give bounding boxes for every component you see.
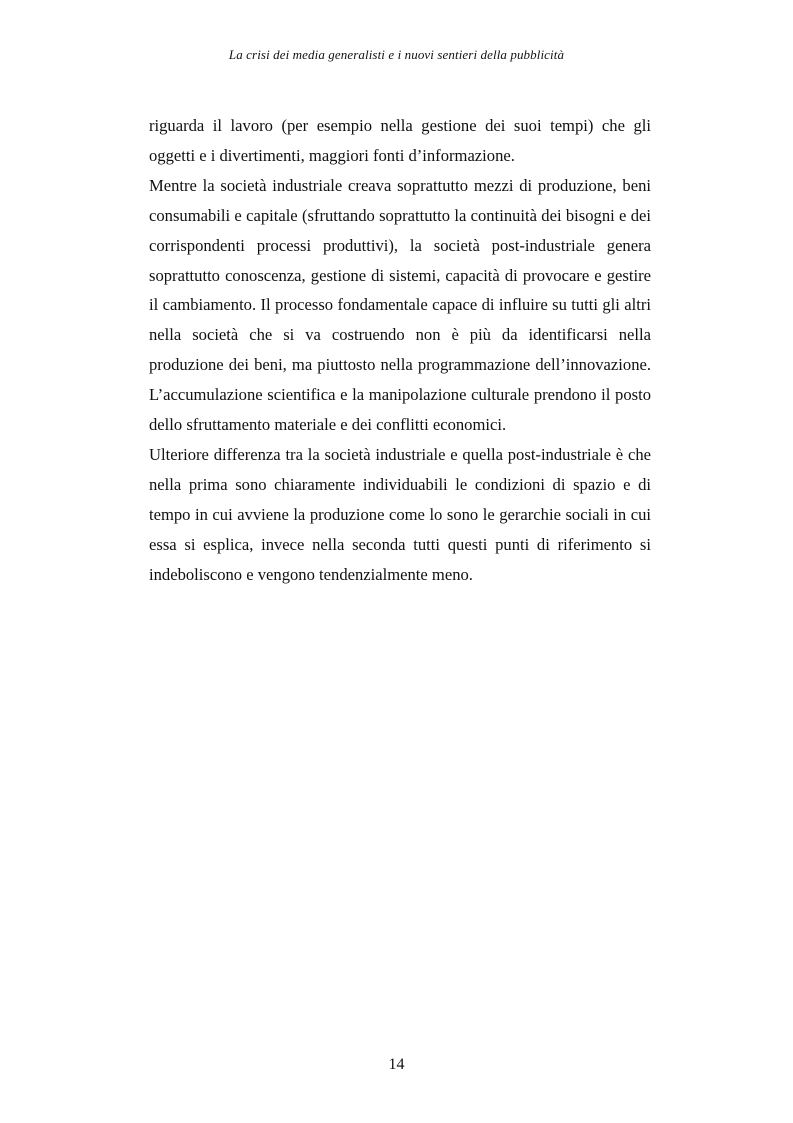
running-header: La crisi dei media generalisti e i nuovi sentieri della pubblicità — [228, 47, 565, 62]
body-text — [149, 111, 651, 590]
paragraph-industrial-vs-post-industrial: Mentre la società industriale creava soprattutto mezzi di produzione, beni consumabili e capitale (sfruttando soprattutto la continuità dei bisogni e dei corrispondenti processi produttivi), la società post-industriale genera soprattutto conoscenza, gestione di sistemi, capacità di provocare e gestire il cambiamento. Il processo fondamentale capace di influire su tutti gli altri nella società che si va costruendo non è più da identificarsi nella produzione dei beni, ma piuttosto nella programmazione dell’innovazione. L’accumulazione scientifica e la manipolazione culturale prendono il posto dello sfruttamento materiale e dei conflitti economici. — [149, 175, 651, 435]
paragraph-further-difference: Ulteriore differenza tra la società industriale e quella post-industriale è che nella prima sono chiaramente individuabili le condizioni di spazio e di tempo in cui avviene la produzione come lo sono le gerarchie sociali in cui essa si esplica, invece nella seconda tutti questi punti di riferimento si indeboliscono e vengono tendenzialmente meno. — [149, 444, 651, 584]
paragraph-continuation: riguarda il lavoro (per esempio nella gestione dei suoi tempi) che gli oggetti e i divertimenti, maggiori fonti d’informazione. — [149, 116, 651, 165]
page-number: 14 — [388, 1056, 405, 1073]
